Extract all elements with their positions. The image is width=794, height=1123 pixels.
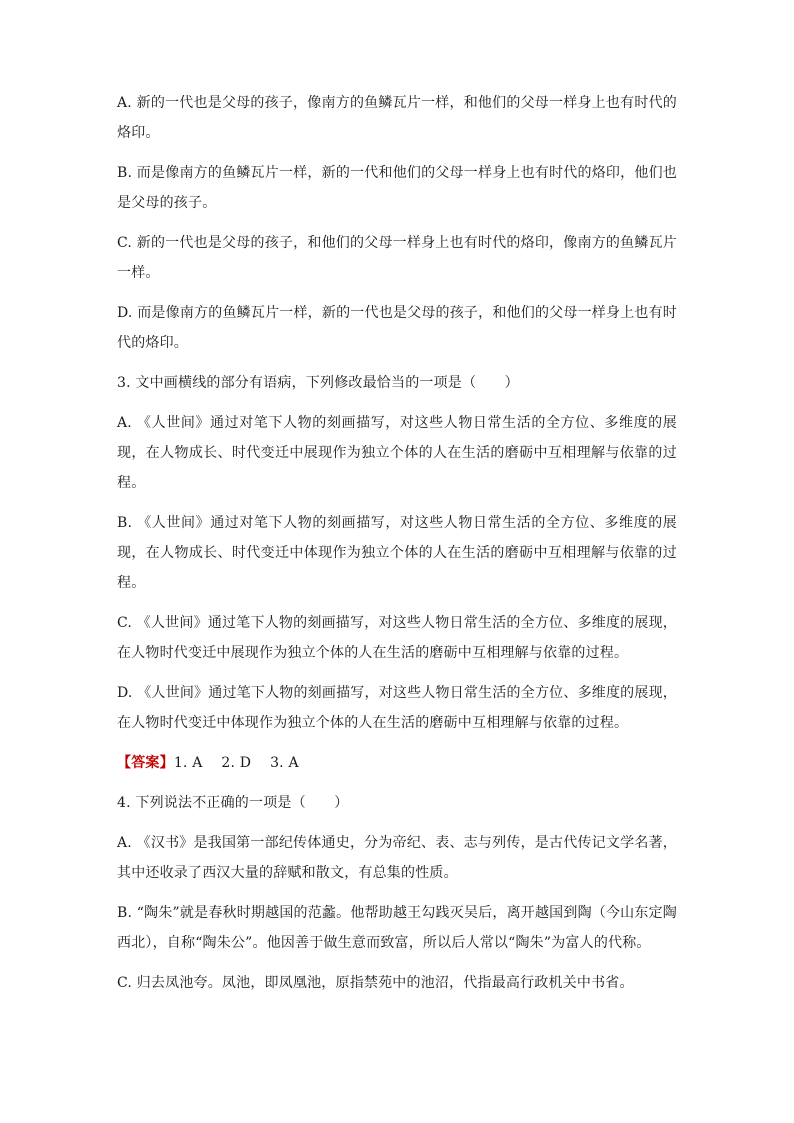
answer-line (117, 748, 677, 778)
question-4: 4. 下列说法不正确的一项是（ ） (117, 795, 349, 811)
option-4a: A. 《汉书》是我国第一部纪传体通史，分为帝纪、表、志与列传，是古代传记文学名著，其中还收录了西汉大量的辞赋和散文，有总集的性质。 (117, 835, 677, 881)
option-2b: B. 而是像南方的鱼鳞瓦片一样，新的一代和他们的父母一样身上也有时代的烙印，他们也是父母的孩子。 (117, 165, 677, 211)
option-4c: C. 归去凤池夸。凤池，即凤凰池，原指禁苑中的池沼，代指最高行政机关中书省。 (117, 975, 634, 991)
option-2c: C. 新的一代也是父母的孩子，和他们的父母一样身上也有时代的烙印，像南方的鱼鳞瓦片一样。 (117, 235, 677, 281)
option-3a: A. 《人世间》通过对笔下人物的刻画描写，对这些人物日常生活的全方位、多维度的展现，在人物成长、时代变迁中展现作为独立个体的人在生活的磨砺中互相理解与依靠的过程。 (117, 415, 677, 491)
option-3b: B. 《人世间》通过对笔下人物的刻画描写，对这些人物日常生活的全方位、多维度的展现，在人物成长、时代变迁中体现作为独立个体的人在生活的磨砺中互相理解与依靠的过程。 (117, 515, 677, 591)
option-2a: A. 新的一代也是父母的孩子，像南方的鱼鳞瓦片一样，和他们的父母一样身上也有时代的烙印。 (117, 95, 677, 141)
option-4b: B. “陶朱”就是春秋时期越国的范蠡。他帮助越王勾践灭吴后，离开越国到陶（今山东定陶西北），自称“陶朱公”。他因善于做生意而致富，所以后人常以“陶朱”为富人的代称。 (117, 905, 677, 951)
option-3c: C. 《人世间》通过笔下人物的刻画描写，对这些人物日常生活的全方位、多维度的展现，在人物时代变迁中展现作为独立个体的人在生活的磨砺中互相理解与依靠的过程。 (117, 615, 677, 661)
option-2d: D. 而是像南方的鱼鳞瓦片一样，新的一代也是父母的孩子，和他们的父母一样身上也有时代的烙印。 (117, 305, 677, 351)
answer-label: 【答案】 (117, 755, 174, 771)
question-3: 3. 文中画横线的部分有语病，下列修改最恰当的一项是（ ） (117, 375, 519, 391)
answer-text: 1. A 2. D 3. A (173, 755, 299, 771)
document-page (117, 88, 677, 1008)
option-3d: D. 《人世间》通过笔下人物的刻画描写，对这些人物日常生活的全方位、多维度的展现，在人物时代变迁中体现作为独立个体的人在生活的磨砺中互相理解与依靠的过程。 (117, 685, 677, 731)
